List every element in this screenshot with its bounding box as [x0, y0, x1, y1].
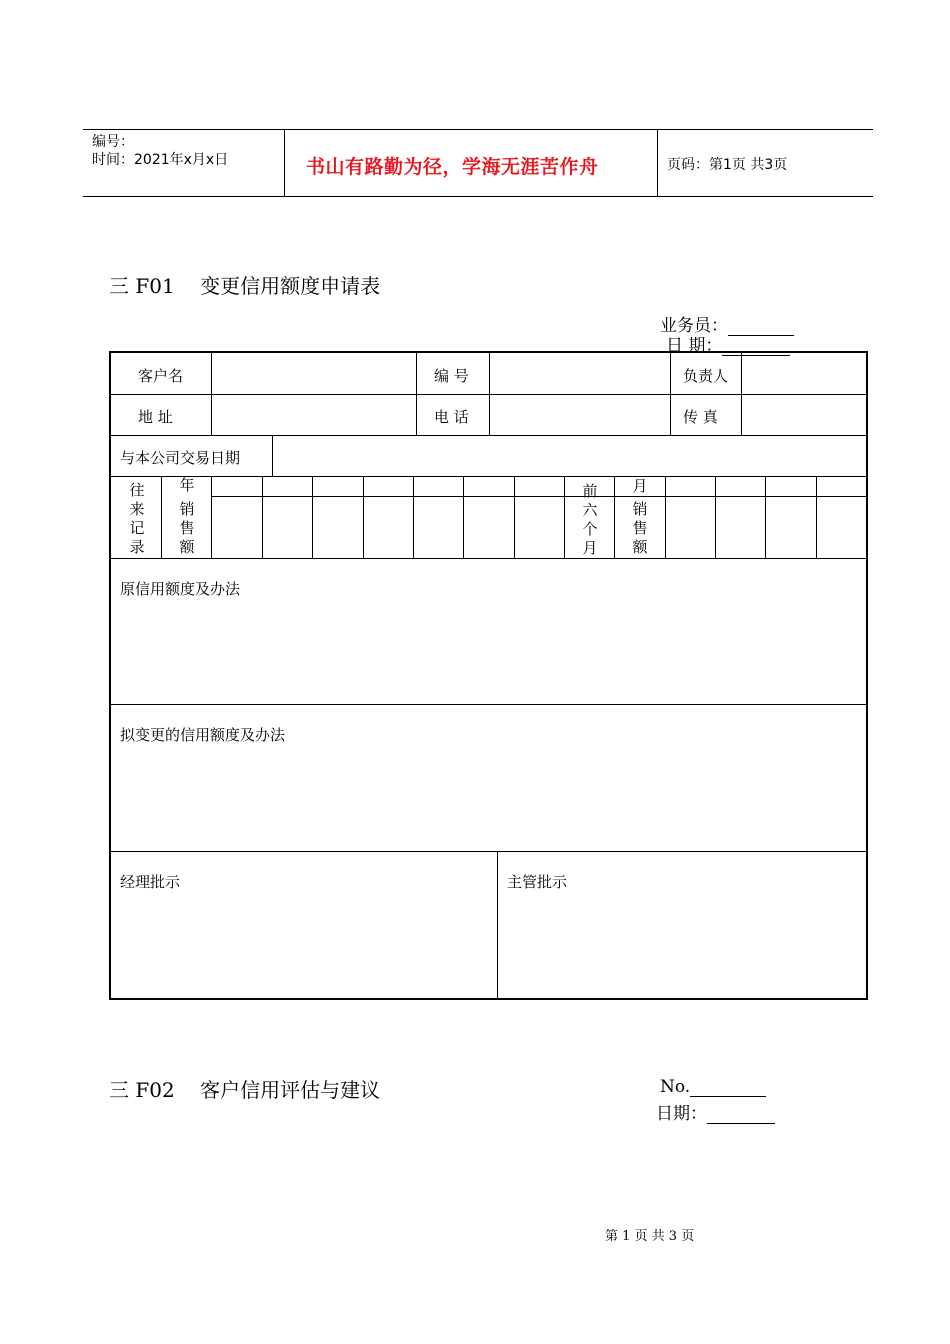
row-line-6 — [111, 851, 866, 852]
year-sales-label: 销售额 — [179, 500, 195, 556]
hist-col-7 — [514, 476, 515, 558]
hist-col-5 — [413, 476, 414, 558]
original-credit-input[interactable] — [112, 603, 865, 703]
col-line-d — [670, 353, 671, 435]
hist-col-13 — [816, 476, 817, 558]
salesperson-label: 业务员： — [660, 316, 728, 336]
code-label: 编 号 — [434, 367, 469, 385]
hist-col-11 — [715, 476, 716, 558]
credit-change-form — [109, 351, 868, 1000]
hist-col-12 — [765, 476, 766, 558]
header-bottom-rule — [83, 196, 873, 197]
address-input[interactable] — [212, 395, 416, 435]
phone-label: 电 话 — [434, 408, 469, 426]
no-field — [660, 1077, 766, 1097]
approval-divider — [497, 851, 498, 998]
supervisor-approval-label: 主管批示 — [507, 873, 568, 891]
header-page-info: 页码：第1页 共3页 — [667, 157, 788, 173]
month-label: 月 — [632, 477, 648, 495]
hist-col-6 — [463, 476, 464, 558]
date-label: 日 期： — [666, 336, 723, 356]
hist-col-3 — [312, 476, 313, 558]
customer-name-input[interactable] — [212, 354, 416, 394]
section2-date-label: 日期： — [656, 1104, 707, 1124]
header-divider-left — [284, 129, 285, 197]
hist-col-9 — [614, 476, 615, 558]
trade-date-label: 与本公司交易日期 — [120, 449, 241, 467]
section2-date-blank[interactable] — [707, 1105, 775, 1124]
section2-title: 三 F02 客户信用评估与建议 — [109, 1078, 381, 1102]
manager-approval-label: 经理批示 — [120, 873, 181, 891]
history-label: 往来记录 — [129, 481, 145, 556]
header-motto: 书山有路勤为径，学海无涯苦作舟 — [306, 156, 599, 178]
section2-date-field — [656, 1099, 775, 1124]
phone-input[interactable] — [490, 395, 670, 435]
hist-col-2 — [262, 476, 263, 558]
last-six-months-label: 前六个月 — [582, 482, 598, 557]
trade-date-input[interactable] — [273, 436, 866, 476]
header-divider-right — [657, 129, 658, 197]
hist-col-10 — [665, 476, 666, 558]
section1-title: 三 F01 变更信用额度申请表 — [109, 274, 381, 298]
fax-input[interactable] — [742, 395, 866, 435]
customer-name-label: 客户名 — [138, 367, 184, 385]
hist-col-4 — [363, 476, 364, 558]
person-in-charge-label: 负责人 — [683, 367, 729, 385]
doc-number-label: 编号： — [92, 134, 134, 150]
supervisor-approval-input[interactable] — [499, 896, 865, 996]
code-input[interactable] — [490, 354, 670, 394]
header-top-rule — [83, 129, 873, 130]
no-label: No. — [660, 1077, 691, 1097]
col-line-b — [416, 353, 417, 435]
address-label: 地 址 — [138, 408, 173, 426]
fax-label: 传 真 — [683, 408, 718, 426]
hist-col-8 — [564, 476, 565, 558]
row-line-3 — [111, 476, 866, 477]
doc-time-label: 时间：2021年x月x日 — [92, 152, 229, 168]
row-line-4 — [111, 558, 866, 559]
year-label: 年 — [179, 476, 195, 494]
page-footer: 第 1 页 共 3 页 — [605, 1229, 695, 1244]
hist-col-1 — [211, 476, 212, 558]
person-in-charge-input[interactable] — [742, 354, 866, 394]
manager-approval-input[interactable] — [112, 896, 496, 996]
no-blank[interactable] — [690, 1078, 766, 1097]
proposed-credit-input[interactable] — [112, 749, 865, 849]
proposed-credit-label: 拟变更的信用额度及办法 — [120, 726, 286, 744]
hist-col-0 — [161, 476, 162, 558]
row-line-5 — [111, 704, 866, 705]
month-sales-label: 销售额 — [632, 500, 648, 556]
original-credit-label: 原信用额度及办法 — [120, 580, 241, 598]
row-line-months-inner — [614, 496, 866, 497]
